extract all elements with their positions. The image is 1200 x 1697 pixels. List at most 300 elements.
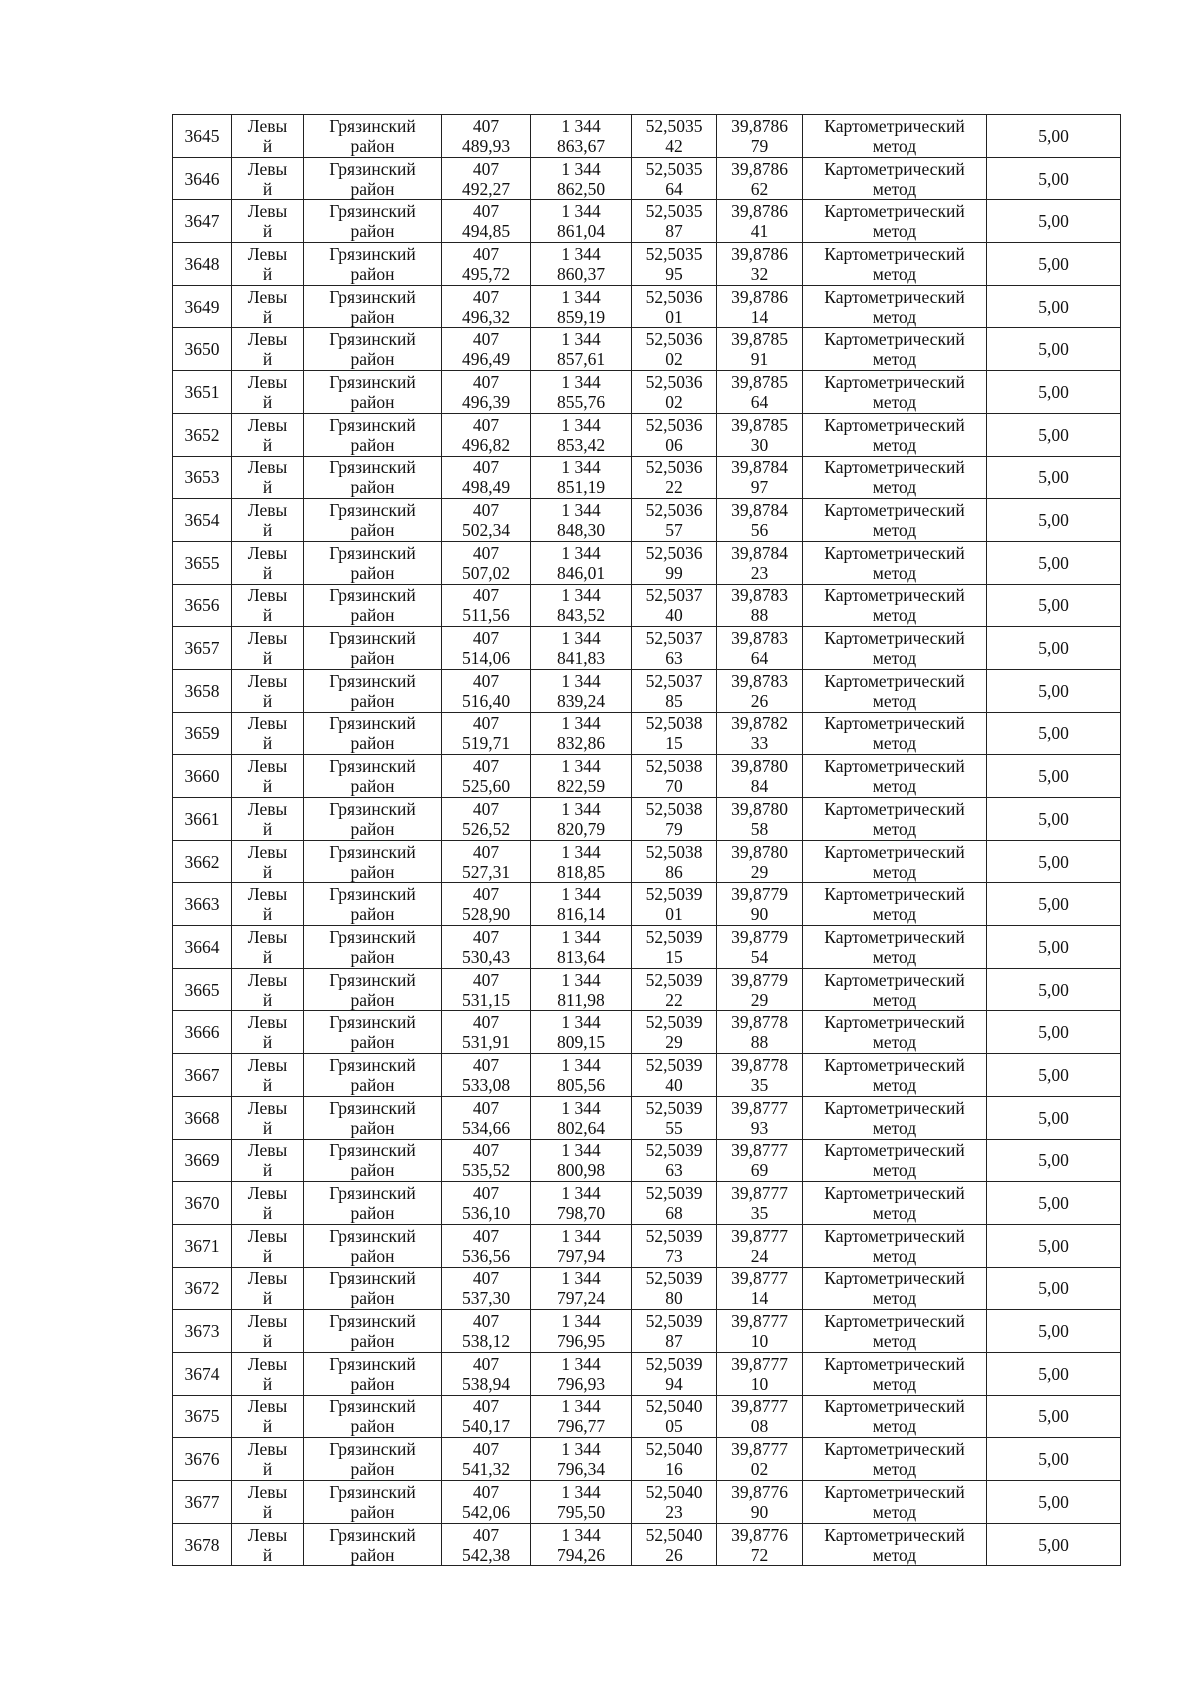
table-row bbox=[173, 328, 1121, 371]
method-cell bbox=[803, 115, 987, 158]
longitude-cell bbox=[717, 1352, 803, 1395]
method-cell bbox=[803, 157, 987, 200]
side-cell bbox=[232, 1523, 304, 1566]
table-row bbox=[173, 1011, 1121, 1054]
side-cell bbox=[232, 157, 304, 200]
accuracy-cell: 5,00 bbox=[987, 1182, 1121, 1225]
x-coordinate-cell-line: 533,08 bbox=[461, 1074, 511, 1095]
x-coordinate-cell-line: 407 bbox=[472, 243, 500, 264]
longitude-cell-line: 88 bbox=[750, 1032, 769, 1053]
x-coordinate-cell-line: 407 bbox=[472, 1268, 500, 1289]
y-coordinate-cell-line: 1 344 bbox=[561, 798, 601, 819]
method-cell-line: метод bbox=[872, 904, 917, 925]
x-coordinate-cell-line: 535,52 bbox=[461, 1160, 511, 1181]
side-cell bbox=[232, 541, 304, 584]
side-cell-line: Левы bbox=[247, 1481, 288, 1502]
district-cell-line: район bbox=[350, 605, 395, 626]
table-row bbox=[173, 499, 1121, 542]
longitude-cell-line: 64 bbox=[750, 391, 769, 412]
latitude-cell-line: 52,5036 bbox=[645, 329, 703, 350]
side-cell bbox=[232, 926, 304, 969]
district-cell-line: район bbox=[350, 1160, 395, 1181]
district-cell-line: район bbox=[350, 1288, 395, 1309]
method-cell bbox=[803, 968, 987, 1011]
side-cell bbox=[232, 328, 304, 371]
method-cell-line: Картометрический bbox=[824, 1311, 965, 1332]
latitude-cell bbox=[632, 840, 717, 883]
district-cell-line: район bbox=[350, 733, 395, 754]
longitude-cell-line: 39,8786 bbox=[731, 243, 788, 264]
district-cell-line: Грязинский bbox=[329, 628, 416, 649]
latitude-cell-line: 52,5035 bbox=[645, 243, 703, 264]
x-coordinate-cell-line: 407 bbox=[472, 670, 500, 691]
latitude-cell-line: 15 bbox=[665, 733, 683, 754]
x-coordinate-cell-line: 534,66 bbox=[461, 1117, 511, 1138]
latitude-cell bbox=[632, 413, 717, 456]
side-cell-line: й bbox=[262, 1544, 273, 1565]
x-coordinate-cell-line: 530,43 bbox=[461, 946, 511, 967]
longitude-cell-line: 39,8776 bbox=[731, 1524, 788, 1545]
x-coordinate-cell-line: 489,93 bbox=[461, 135, 511, 156]
longitude-cell-line: 39,8780 bbox=[731, 841, 788, 862]
longitude-cell-line: 39,8777 bbox=[731, 1439, 788, 1460]
x-coordinate-cell-line: 516,40 bbox=[461, 690, 511, 711]
side-cell-line: й bbox=[262, 1203, 273, 1224]
latitude-cell bbox=[632, 499, 717, 542]
longitude-cell bbox=[717, 926, 803, 969]
y-coordinate-cell bbox=[531, 798, 632, 841]
accuracy-cell: 5,00 bbox=[987, 1310, 1121, 1353]
latitude-cell bbox=[632, 926, 717, 969]
side-cell-line: й bbox=[262, 1288, 273, 1309]
district-cell-line: район bbox=[350, 818, 395, 839]
district-cell-line: район bbox=[350, 1117, 395, 1138]
point-number-cell: 3660 bbox=[173, 755, 232, 798]
district-cell bbox=[304, 1523, 442, 1566]
latitude-cell-line: 99 bbox=[665, 562, 683, 583]
y-coordinate-cell bbox=[531, 840, 632, 883]
accuracy-cell: 5,00 bbox=[987, 1096, 1121, 1139]
longitude-cell-line: 39,8782 bbox=[731, 713, 788, 734]
y-coordinate-cell-line: 1 344 bbox=[561, 756, 601, 777]
x-coordinate-cell-line: 525,60 bbox=[461, 776, 511, 797]
point-number-cell: 3677 bbox=[173, 1481, 232, 1524]
table-row bbox=[173, 755, 1121, 798]
district-cell-line: Грязинский bbox=[329, 414, 416, 435]
district-cell-line: Грязинский bbox=[329, 542, 416, 563]
method-cell-line: Картометрический bbox=[824, 457, 965, 478]
x-coordinate-cell-line: 407 bbox=[472, 756, 500, 777]
longitude-cell-line: 39,8779 bbox=[731, 884, 788, 905]
y-coordinate-cell-line: 802,64 bbox=[556, 1117, 606, 1138]
longitude-cell-line: 69 bbox=[750, 1160, 769, 1181]
latitude-cell-line: 63 bbox=[665, 1160, 683, 1181]
method-cell-line: Картометрический bbox=[824, 243, 965, 264]
side-cell-line: Левы bbox=[247, 1097, 288, 1118]
x-coordinate-cell bbox=[442, 755, 531, 798]
x-coordinate-cell bbox=[442, 926, 531, 969]
longitude-cell bbox=[717, 1438, 803, 1481]
x-coordinate-cell-line: 407 bbox=[472, 628, 500, 649]
y-coordinate-cell bbox=[531, 1523, 632, 1566]
latitude-cell-line: 52,5037 bbox=[645, 628, 703, 649]
x-coordinate-cell-line: 407 bbox=[472, 1481, 500, 1502]
method-cell-line: метод bbox=[872, 733, 917, 754]
x-coordinate-cell-line: 407 bbox=[472, 926, 500, 947]
latitude-cell bbox=[632, 798, 717, 841]
method-cell-line: метод bbox=[872, 263, 917, 284]
longitude-cell-line: 62 bbox=[750, 178, 769, 199]
district-cell bbox=[304, 1310, 442, 1353]
table-row bbox=[173, 1096, 1121, 1139]
district-cell-line: Грязинский bbox=[329, 1524, 416, 1545]
method-cell-line: Картометрический bbox=[824, 115, 965, 136]
y-coordinate-cell bbox=[531, 1224, 632, 1267]
district-cell bbox=[304, 1224, 442, 1267]
accuracy-cell: 5,00 bbox=[987, 584, 1121, 627]
method-cell-line: Картометрический bbox=[824, 158, 965, 179]
method-cell bbox=[803, 883, 987, 926]
district-cell-line: район bbox=[350, 221, 395, 242]
x-coordinate-cell-line: 407 bbox=[472, 329, 500, 350]
y-coordinate-cell bbox=[531, 541, 632, 584]
side-cell bbox=[232, 840, 304, 883]
longitude-cell-line: 39,8777 bbox=[731, 1183, 788, 1204]
latitude-cell bbox=[632, 755, 717, 798]
district-cell-line: район bbox=[350, 306, 395, 327]
district-cell-line: Грязинский bbox=[329, 1097, 416, 1118]
latitude-cell bbox=[632, 157, 717, 200]
longitude-cell-line: 39,8777 bbox=[731, 1353, 788, 1374]
y-coordinate-cell-line: 860,37 bbox=[556, 263, 606, 284]
y-coordinate-cell-line: 863,67 bbox=[556, 135, 606, 156]
x-coordinate-cell bbox=[442, 1481, 531, 1524]
district-cell bbox=[304, 243, 442, 286]
side-cell-line: й bbox=[262, 1160, 273, 1181]
x-coordinate-cell-line: 407 bbox=[472, 371, 500, 392]
x-coordinate-cell-line: 407 bbox=[472, 1524, 500, 1545]
side-cell-line: Левы bbox=[247, 713, 288, 734]
latitude-cell-line: 52,5039 bbox=[645, 1054, 703, 1075]
method-cell bbox=[803, 1224, 987, 1267]
x-coordinate-cell-line: 407 bbox=[472, 969, 500, 990]
longitude-cell-line: 39,8783 bbox=[731, 585, 788, 606]
side-cell bbox=[232, 1011, 304, 1054]
y-coordinate-cell-line: 1 344 bbox=[561, 1097, 601, 1118]
latitude-cell bbox=[632, 1523, 717, 1566]
side-cell-line: Левы bbox=[247, 414, 288, 435]
method-cell-line: метод bbox=[872, 1416, 917, 1437]
latitude-cell bbox=[632, 1352, 717, 1395]
method-cell-line: метод bbox=[872, 178, 917, 199]
side-cell bbox=[232, 1395, 304, 1438]
side-cell-line: Левы bbox=[247, 1225, 288, 1246]
point-number-cell: 3652 bbox=[173, 413, 232, 456]
latitude-cell-line: 15 bbox=[665, 946, 683, 967]
point-number-cell: 3671 bbox=[173, 1224, 232, 1267]
side-cell-line: й bbox=[262, 135, 273, 156]
latitude-cell bbox=[632, 1054, 717, 1097]
x-coordinate-cell-line: 538,94 bbox=[461, 1373, 511, 1394]
latitude-cell-line: 52,5036 bbox=[645, 500, 703, 521]
y-coordinate-cell-line: 1 344 bbox=[561, 628, 601, 649]
accuracy-cell: 5,00 bbox=[987, 840, 1121, 883]
side-cell bbox=[232, 200, 304, 243]
x-coordinate-cell-line: 494,85 bbox=[461, 221, 511, 242]
table-row bbox=[173, 115, 1121, 158]
method-cell-line: Картометрический bbox=[824, 201, 965, 222]
longitude-cell bbox=[717, 285, 803, 328]
x-coordinate-cell bbox=[442, 712, 531, 755]
latitude-cell bbox=[632, 1139, 717, 1182]
method-cell bbox=[803, 926, 987, 969]
side-cell-line: й bbox=[262, 776, 273, 797]
latitude-cell-line: 55 bbox=[665, 1117, 683, 1138]
district-cell bbox=[304, 627, 442, 670]
longitude-cell-line: 39,8783 bbox=[731, 670, 788, 691]
y-coordinate-cell-line: 1 344 bbox=[561, 500, 601, 521]
accuracy-cell: 5,00 bbox=[987, 371, 1121, 414]
method-cell-line: метод bbox=[872, 989, 917, 1010]
point-number-cell: 3654 bbox=[173, 499, 232, 542]
longitude-cell-line: 39,8786 bbox=[731, 286, 788, 307]
side-cell-line: Левы bbox=[247, 1524, 288, 1545]
method-cell bbox=[803, 285, 987, 328]
x-coordinate-cell bbox=[442, 1139, 531, 1182]
side-cell-line: й bbox=[262, 690, 273, 711]
side-cell-line: Левы bbox=[247, 1012, 288, 1033]
y-coordinate-cell-line: 805,56 bbox=[556, 1074, 606, 1095]
method-cell bbox=[803, 1267, 987, 1310]
method-cell-line: Картометрический bbox=[824, 1481, 965, 1502]
y-coordinate-cell bbox=[531, 883, 632, 926]
y-coordinate-cell-line: 811,98 bbox=[557, 989, 605, 1010]
district-cell-line: Грязинский bbox=[329, 115, 416, 136]
x-coordinate-cell-line: 540,17 bbox=[461, 1416, 511, 1437]
table-row bbox=[173, 1224, 1121, 1267]
x-coordinate-cell-line: 407 bbox=[472, 1311, 500, 1332]
latitude-cell-line: 52,5038 bbox=[645, 798, 703, 819]
y-coordinate-cell-line: 1 344 bbox=[561, 371, 601, 392]
method-cell-line: метод bbox=[872, 648, 917, 669]
longitude-cell bbox=[717, 968, 803, 1011]
method-cell-line: Картометрический bbox=[824, 542, 965, 563]
district-cell-line: Грязинский bbox=[329, 201, 416, 222]
y-coordinate-cell-line: 1 344 bbox=[561, 414, 601, 435]
latitude-cell-line: 52,5039 bbox=[645, 1097, 703, 1118]
method-cell-line: Картометрический bbox=[824, 1097, 965, 1118]
point-number-cell: 3646 bbox=[173, 157, 232, 200]
longitude-cell-line: 39,8777 bbox=[731, 1140, 788, 1161]
accuracy-cell: 5,00 bbox=[987, 1395, 1121, 1438]
latitude-cell-line: 52,5039 bbox=[645, 1183, 703, 1204]
district-cell bbox=[304, 968, 442, 1011]
district-cell-line: Грязинский bbox=[329, 457, 416, 478]
side-cell-line: Левы bbox=[247, 1183, 288, 1204]
side-cell-line: й bbox=[262, 1459, 273, 1480]
point-number-cell: 3656 bbox=[173, 584, 232, 627]
y-coordinate-cell-line: 853,42 bbox=[556, 434, 606, 455]
latitude-cell-line: 87 bbox=[665, 1331, 683, 1352]
side-cell-line: й bbox=[262, 648, 273, 669]
table-row bbox=[173, 413, 1121, 456]
x-coordinate-cell bbox=[442, 1224, 531, 1267]
longitude-cell bbox=[717, 1011, 803, 1054]
longitude-cell-line: 39,8785 bbox=[731, 414, 788, 435]
accuracy-cell: 5,00 bbox=[987, 926, 1121, 969]
y-coordinate-cell-line: 857,61 bbox=[556, 349, 606, 370]
district-cell bbox=[304, 840, 442, 883]
x-coordinate-cell-line: 496,49 bbox=[461, 349, 511, 370]
y-coordinate-cell-line: 1 344 bbox=[561, 243, 601, 264]
y-coordinate-cell bbox=[531, 1139, 632, 1182]
longitude-cell bbox=[717, 1224, 803, 1267]
side-cell-line: Левы bbox=[247, 628, 288, 649]
x-coordinate-cell bbox=[442, 1352, 531, 1395]
x-coordinate-cell bbox=[442, 627, 531, 670]
coordinates-table bbox=[172, 114, 1121, 1566]
point-number-cell: 3655 bbox=[173, 541, 232, 584]
district-cell bbox=[304, 1011, 442, 1054]
side-cell bbox=[232, 456, 304, 499]
district-cell-line: район bbox=[350, 1373, 395, 1394]
accuracy-cell: 5,00 bbox=[987, 1011, 1121, 1054]
side-cell-line: Левы bbox=[247, 884, 288, 905]
y-coordinate-cell-line: 1 344 bbox=[561, 585, 601, 606]
district-cell bbox=[304, 285, 442, 328]
x-coordinate-cell-line: 496,82 bbox=[461, 434, 511, 455]
y-coordinate-cell-line: 796,77 bbox=[556, 1416, 606, 1437]
point-number-cell: 3666 bbox=[173, 1011, 232, 1054]
longitude-cell-line: 23 bbox=[750, 562, 769, 583]
side-cell-line: й bbox=[262, 221, 273, 242]
method-cell bbox=[803, 1395, 987, 1438]
side-cell-line: й bbox=[262, 434, 273, 455]
method-cell bbox=[803, 499, 987, 542]
x-coordinate-cell-line: 514,06 bbox=[461, 648, 511, 669]
district-cell-line: район bbox=[350, 1416, 395, 1437]
method-cell bbox=[803, 1139, 987, 1182]
side-cell-line: й bbox=[262, 1501, 273, 1522]
district-cell bbox=[304, 1054, 442, 1097]
side-cell-line: Левы bbox=[247, 243, 288, 264]
x-coordinate-cell-line: 496,39 bbox=[461, 391, 511, 412]
district-cell-line: Грязинский bbox=[329, 926, 416, 947]
district-cell-line: Грязинский bbox=[329, 585, 416, 606]
longitude-cell bbox=[717, 157, 803, 200]
latitude-cell-line: 52,5035 bbox=[645, 115, 703, 136]
side-cell-line: Левы bbox=[247, 756, 288, 777]
latitude-cell bbox=[632, 1267, 717, 1310]
district-cell-line: район bbox=[350, 1203, 395, 1224]
side-cell-line: й bbox=[262, 1331, 273, 1352]
district-cell-line: район bbox=[350, 1074, 395, 1095]
accuracy-cell: 5,00 bbox=[987, 712, 1121, 755]
latitude-cell bbox=[632, 456, 717, 499]
x-coordinate-cell bbox=[442, 1054, 531, 1097]
method-cell-line: метод bbox=[872, 776, 917, 797]
accuracy-cell: 5,00 bbox=[987, 669, 1121, 712]
method-cell-line: метод bbox=[872, 1032, 917, 1053]
x-coordinate-cell-line: 536,10 bbox=[461, 1203, 511, 1224]
table-row bbox=[173, 1481, 1121, 1524]
longitude-cell-line: 39,8777 bbox=[731, 1268, 788, 1289]
y-coordinate-cell-line: 861,04 bbox=[556, 221, 606, 242]
method-cell bbox=[803, 1054, 987, 1097]
district-cell-line: район bbox=[350, 477, 395, 498]
x-coordinate-cell bbox=[442, 798, 531, 841]
y-coordinate-cell bbox=[531, 456, 632, 499]
latitude-cell-line: 52,5038 bbox=[645, 841, 703, 862]
method-cell-line: метод bbox=[872, 477, 917, 498]
y-coordinate-cell-line: 1 344 bbox=[561, 1054, 601, 1075]
latitude-cell bbox=[632, 1438, 717, 1481]
accuracy-cell: 5,00 bbox=[987, 200, 1121, 243]
latitude-cell-line: 52,5036 bbox=[645, 286, 703, 307]
y-coordinate-cell-line: 841,83 bbox=[556, 648, 606, 669]
district-cell-line: район bbox=[350, 520, 395, 541]
longitude-cell bbox=[717, 243, 803, 286]
side-cell bbox=[232, 243, 304, 286]
y-coordinate-cell bbox=[531, 584, 632, 627]
x-coordinate-cell bbox=[442, 669, 531, 712]
point-number-cell: 3665 bbox=[173, 968, 232, 1011]
district-cell-line: Грязинский bbox=[329, 969, 416, 990]
point-number-cell: 3647 bbox=[173, 200, 232, 243]
x-coordinate-cell bbox=[442, 1310, 531, 1353]
table-row bbox=[173, 1438, 1121, 1481]
latitude-cell-line: 68 bbox=[665, 1203, 683, 1224]
point-number-cell: 3664 bbox=[173, 926, 232, 969]
district-cell-line: район bbox=[350, 648, 395, 669]
method-cell bbox=[803, 1182, 987, 1225]
side-cell bbox=[232, 798, 304, 841]
latitude-cell-line: 52,5036 bbox=[645, 542, 703, 563]
method-cell bbox=[803, 1011, 987, 1054]
district-cell-line: Грязинский bbox=[329, 1481, 416, 1502]
longitude-cell bbox=[717, 1267, 803, 1310]
method-cell bbox=[803, 243, 987, 286]
y-coordinate-cell-line: 1 344 bbox=[561, 926, 601, 947]
table-row bbox=[173, 712, 1121, 755]
side-cell-line: й bbox=[262, 178, 273, 199]
district-cell bbox=[304, 115, 442, 158]
side-cell bbox=[232, 1310, 304, 1353]
latitude-cell-line: 05 bbox=[665, 1416, 683, 1437]
longitude-cell-line: 39,8784 bbox=[731, 457, 788, 478]
x-coordinate-cell bbox=[442, 1267, 531, 1310]
longitude-cell bbox=[717, 755, 803, 798]
x-coordinate-cell-line: 519,71 bbox=[461, 733, 511, 754]
x-coordinate-cell bbox=[442, 285, 531, 328]
accuracy-cell: 5,00 bbox=[987, 883, 1121, 926]
longitude-cell bbox=[717, 541, 803, 584]
x-coordinate-cell-line: 538,12 bbox=[461, 1331, 511, 1352]
method-cell-line: Картометрический bbox=[824, 371, 965, 392]
x-coordinate-cell bbox=[442, 1096, 531, 1139]
point-number-cell: 3669 bbox=[173, 1139, 232, 1182]
x-coordinate-cell-line: 407 bbox=[472, 542, 500, 563]
longitude-cell-line: 90 bbox=[750, 904, 769, 925]
table-row bbox=[173, 627, 1121, 670]
method-cell-line: Картометрический bbox=[824, 713, 965, 734]
method-cell-line: метод bbox=[872, 1459, 917, 1480]
y-coordinate-cell-line: 818,85 bbox=[556, 861, 606, 882]
x-coordinate-cell-line: 536,56 bbox=[461, 1245, 511, 1266]
x-coordinate-cell-line: 407 bbox=[472, 1396, 500, 1417]
side-cell-line: Левы bbox=[247, 457, 288, 478]
accuracy-cell: 5,00 bbox=[987, 1523, 1121, 1566]
